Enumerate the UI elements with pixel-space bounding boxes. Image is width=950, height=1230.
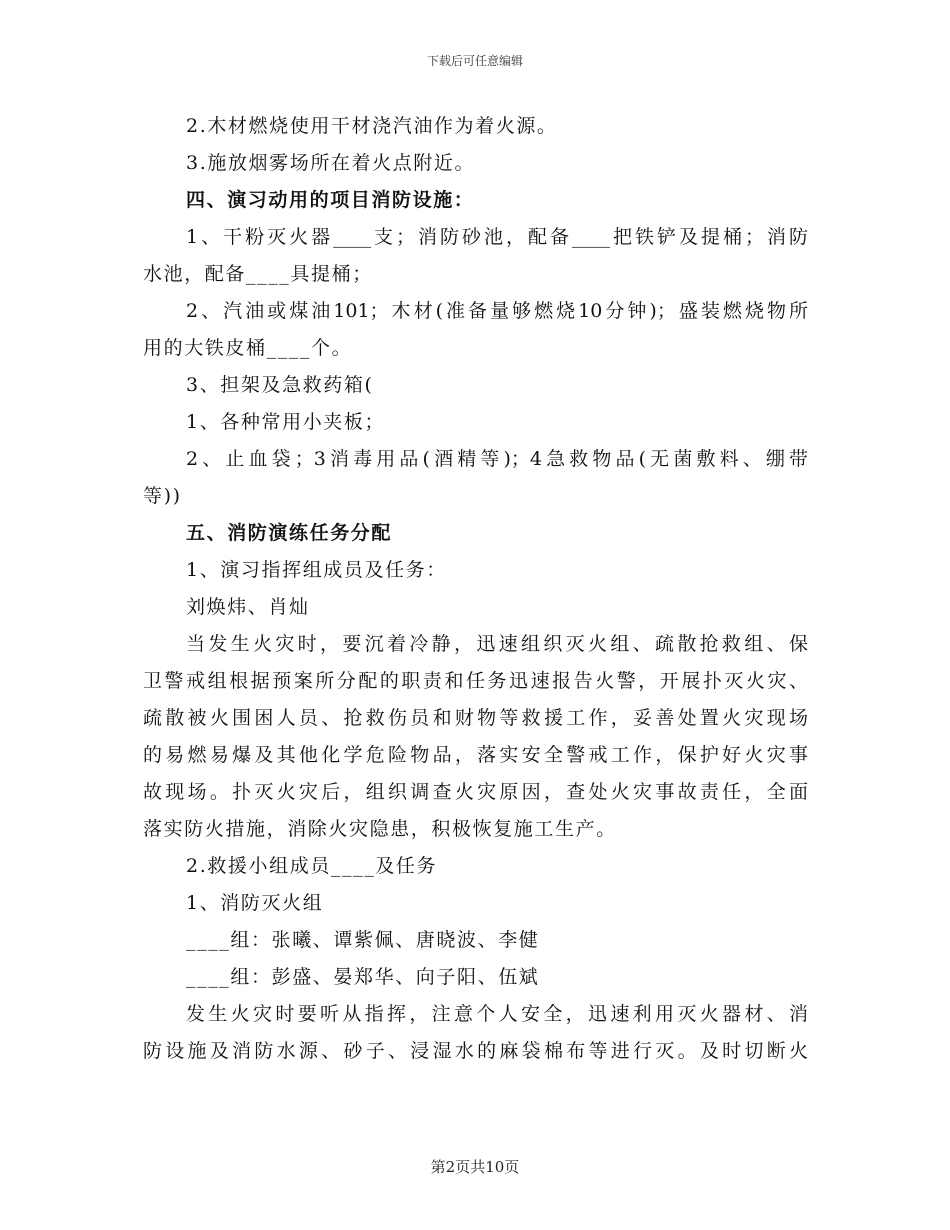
text-line: 2.救援小组成员____及任务 — [186, 855, 438, 877]
section-heading: 五、消防演练任务分配 — [186, 522, 393, 544]
text-line: 疏散被火围困人员、抢救伤员和财物等救援工作，妥善处置火灾现场 — [143, 707, 808, 729]
text-line: 3.施放烟雾场所在着火点附近。 — [186, 152, 476, 174]
text-line: ____组：彭盛、晏郑华、向子阳、伍斌 — [186, 966, 540, 988]
text-line: 防设施及消防水源、砂子、浸湿水的麻袋棉布等进行灭。及时切断火 — [143, 1040, 808, 1062]
text-line: 当发生火灾时，要沉着冷静，迅速组织灭火组、疏散抢救组、保 — [186, 633, 808, 655]
text-line: 用的大铁皮桶____个。 — [143, 337, 353, 359]
text-line: 2、止血袋；3消毒用品(酒精等)；4急救物品(无菌敷料、绷带 — [186, 448, 808, 470]
text-line: 发生火灾时要听从指挥，注意个人安全，迅速利用灭火器材、消 — [186, 1003, 808, 1025]
text-line: 2、汽油或煤油101；木材(准备量够燃烧10分钟)；盛装燃烧物所 — [186, 300, 808, 322]
text-line: 1、消防灭火组 — [186, 892, 324, 914]
text-line: 1、干粉灭火器____支；消防砂池，配备____把铁铲及提桶；消防 — [186, 226, 808, 248]
text-line: 3、担架及急救药箱( — [186, 374, 374, 396]
text-line: 落实防火措施，消除火灾隐患，积极恢复施工生产。 — [143, 818, 617, 840]
text-line: 等)) — [143, 485, 182, 507]
section-heading: 四、演习动用的项目消防设施： — [186, 189, 475, 211]
text-line: 的易燃易爆及其他化学危险物品，落实安全警戒工作，保护好火灾事 — [143, 744, 808, 766]
text-line: 卫警戒组根据预案所分配的职责和任务迅速报告火警，开展扑灭火灾、 — [143, 670, 808, 692]
document-body — [143, 108, 808, 1070]
text-line: 2.木材燃烧使用干材浇汽油作为着火源。 — [186, 115, 558, 137]
text-line: 故现场。扑灭火灾后，组织调查火灾原因，查处火灾事故责任，全面 — [143, 781, 808, 803]
page-header: 下载后可任意编辑 — [426, 54, 523, 68]
page-footer: 第2页共10页 — [430, 1158, 520, 1176]
text-line: 1、各种常用小夹板； — [186, 411, 386, 433]
text-line: 1、演习指挥组成员及任务： — [186, 559, 447, 581]
text-line: ____组：张曦、谭紫佩、唐晓波、李健 — [186, 929, 540, 951]
text-line: 水池，配备____具提桶； — [143, 263, 373, 285]
text-line: 刘焕炜、肖灿 — [186, 596, 310, 618]
